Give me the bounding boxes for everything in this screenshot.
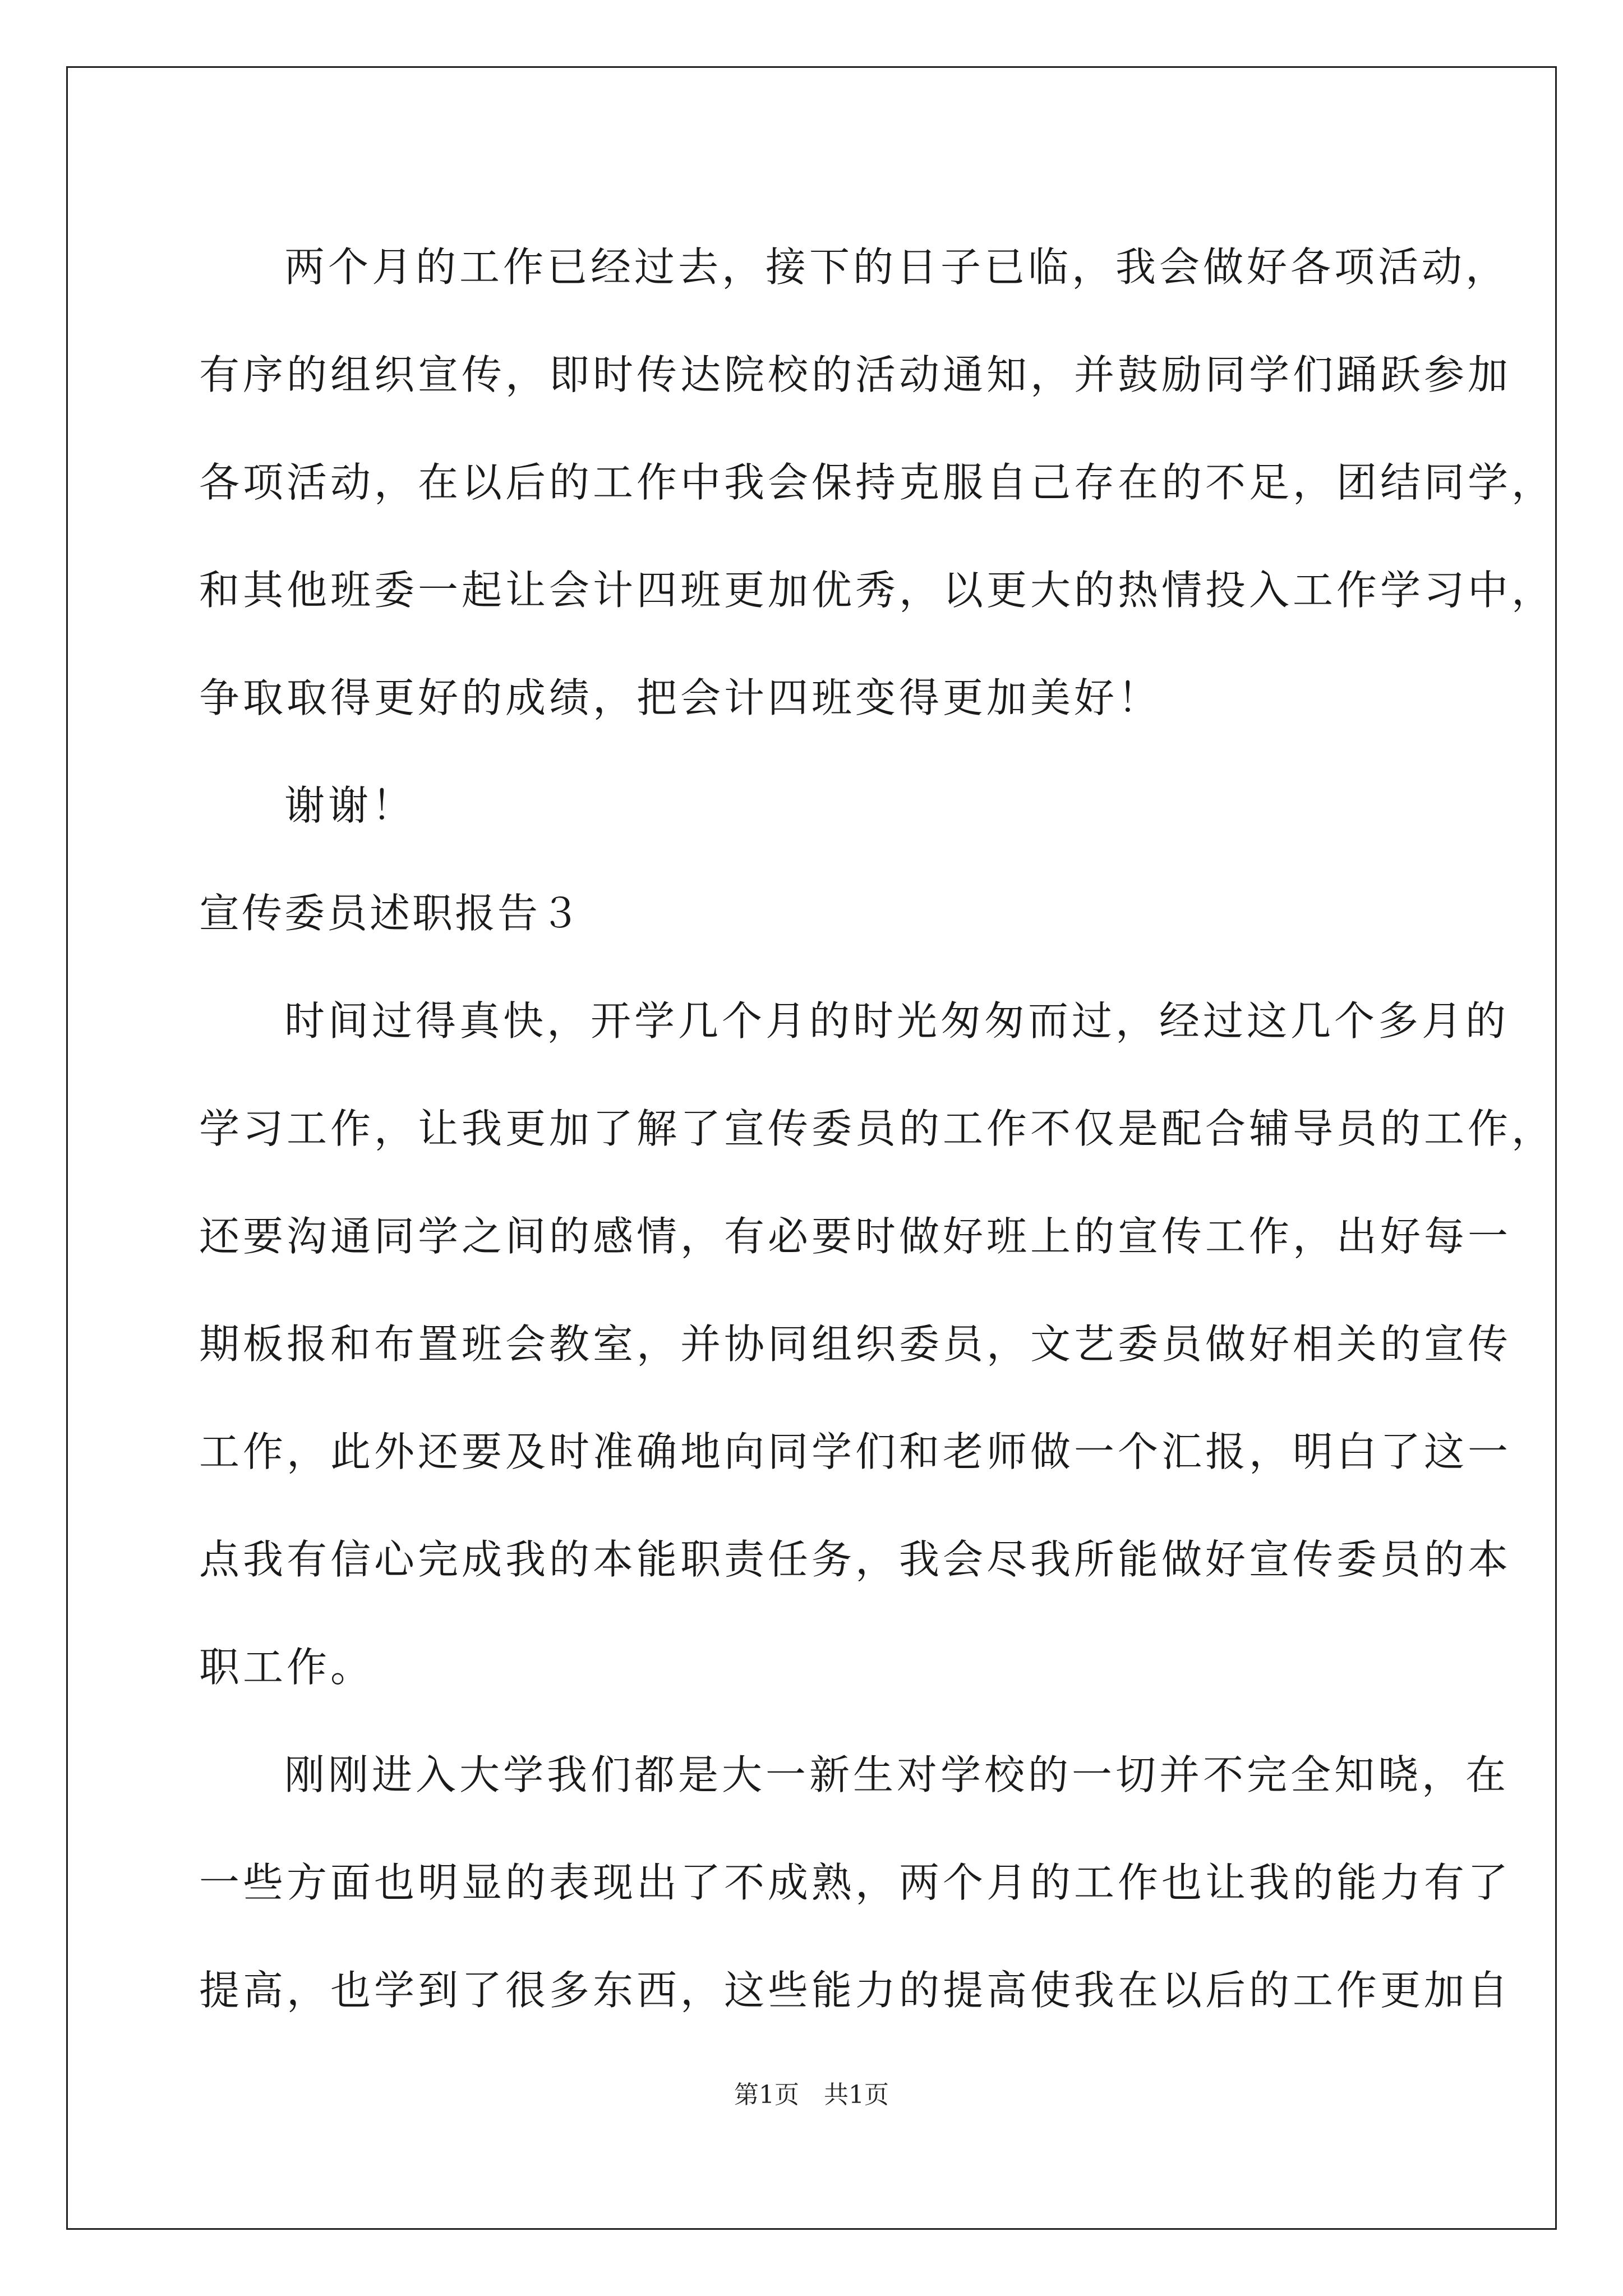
page-number: 第1页 共1页 [734,2081,889,2109]
paragraph-3 [199,1721,1512,2044]
paragraph-1 [199,213,1556,752]
paragraph-line: 争取取得更好的成绩，把会计四班变得更加美好！ [199,674,1162,721]
paragraph-line: 各项活动，在以后的工作中我会保持克服自己存在的不足，团结同学， [199,459,1556,506]
paragraph-line: 期板报和布置班会教室，并协同组织委员，文艺委员做好相关的宣传 [199,1320,1512,1368]
page-footer [0,2078,1623,2112]
paragraph-2 [199,967,1556,1721]
paragraph-line: 两个月的工作已经过去，接下的日子已临，我会做好各项活动， [284,243,1510,291]
paragraph-line: 一些方面也明显的表现出了不成熟，两个月的工作也让我的能力有了 [199,1859,1512,1906]
thanks-line: 谢谢！ [284,782,416,829]
paragraph-line: 和其他班委一起让会计四班更加优秀，以更大的热情投入工作学习中， [199,567,1556,614]
paragraph-line: 有序的组织宣传，即时传达院校的活动通知，并鼓励同学们踊跃参加 [199,351,1512,398]
paragraph-line: 时间过得真快，开学几个月的时光匆匆而过，经过这几个多月的 [284,997,1510,1045]
paragraph-line: 点我有信心完成我的本能职责任务，我会尽我所能做好宣传委员的本 [199,1536,1512,1583]
document-body [199,213,1556,2044]
paragraph-line: 职工作。 [199,1644,375,1691]
paragraph-line: 学习工作，让我更加了解了宣传委员的工作不仅是配合辅导员的工作， [199,1105,1556,1152]
paragraph-line: 工作，此外还要及时准确地向同学们和老师做一个汇报，明白了这一 [199,1428,1512,1475]
paragraph-line: 还要沟通同学之间的感情，有必要时做好班上的宣传工作，出好每一 [199,1213,1512,1260]
section-title: 宣传委员述职报告３ [199,890,583,937]
paragraph-line: 提高，也学到了很多东西，这些能力的提高使我在以后的工作更加自 [199,1967,1512,2014]
paragraph-line: 刚刚进入大学我们都是大一新生对学校的一切并不完全知晓，在 [284,1751,1510,1798]
